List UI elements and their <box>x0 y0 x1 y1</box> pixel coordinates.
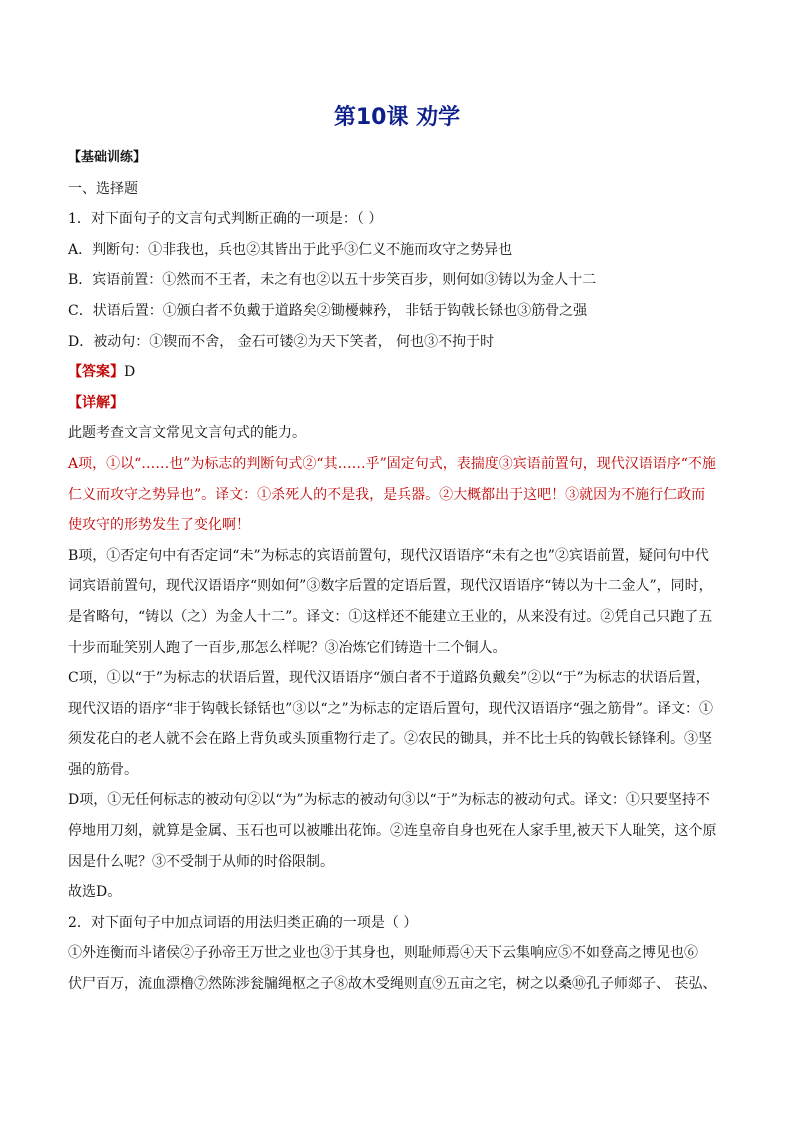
explanation-b <box>68 541 728 663</box>
option-d: D．被动句：①锲而不舍， 金石可镂②为天下笑者， 何也③不拘于时 <box>68 333 495 350</box>
explanation-d <box>68 785 728 877</box>
detail-intro: 此题考查文言文常见文言句式的能力。 <box>68 425 306 442</box>
explanation-line: 须发花白的老人就不会在路上背负或头顶重物行走了。②农民的锄具，并不比士兵的钩戟长铩锋利。③坚 <box>68 731 712 748</box>
explanation-line: D项，①无任何标志的被动句②以“为”为标志的被动句③以“于”为标志的被动句式。译文：①只要坚持不 <box>68 792 710 809</box>
explanation-c <box>68 663 728 785</box>
explanation-a <box>68 449 728 541</box>
conclusion: 故选D。 <box>68 884 122 901</box>
option-c: C．状语后置：①颁白者不负戴于道路矣②锄櫌棘矜， 非铦于钩戟长铩也③筋骨之强 <box>68 302 588 319</box>
option-a: A．判断句：①非我也，兵也②其皆出于此乎③仁义不施而攻守之势异也 <box>68 241 513 258</box>
question-2-line: ①外连衡而斗诸侯②子孙帝王万世之业也③于其身也，则耻师焉④天下云集响应⑤不如登高之博见也⑥ <box>68 945 698 962</box>
explanation-line: 现代汉语的语序“非于钩戟长铩铦也”③以“之”为标志的定语后置句，现代汉语语序“强之筋骨”。译文：① <box>68 700 713 717</box>
answer-row <box>68 357 728 388</box>
section-label: 【基础训练】 <box>68 150 147 165</box>
document-body <box>68 143 728 1000</box>
explanation-line: 强的筋骨。 <box>68 761 138 778</box>
answer-label: 【答案】 <box>68 364 124 381</box>
explanation-line: 使攻守的形势发生了变化啊！ <box>68 517 250 534</box>
question-2-stem: 2．对下面句子中加点词语的用法归类正确的一项是（ ） <box>68 914 418 931</box>
page-title: 第10课 劝学 <box>333 105 461 130</box>
question-2-line: 伏尸百万，流血漂橹⑦然陈涉瓮牖绳枢之子⑧故木受绳则直⑨五亩之宅，树之以桑⑩孔子师郯子、 苌弘、 <box>68 976 717 993</box>
question-1-stem: 1．对下面句子的文言句式判断正确的一项是：（ ） <box>68 211 383 228</box>
detail-label: 【详解】 <box>68 394 124 411</box>
explanation-line: 停地用刀刻，就算是金属、玉石也可以被雕出花饰。②连皇帝自身也死在人家手里,被天下人耻笑，这个原 <box>68 823 717 840</box>
option-b: B．宾语前置：①然而不王者，未之有也②以五十步笑百步，则何如③铸以为金人十二 <box>68 272 597 289</box>
explanation-line: A项，①以“……也”为标志的判断句式②“其……乎”固定句式，表揣度③宾语前置句，现代汉语语序“不施 <box>68 455 716 472</box>
explanation-line: 仁义而攻守之势异也”。译文：①杀死人的不是我，是兵器。②大概都出于这吧！③就因为不施行仁政而 <box>68 486 706 503</box>
explanation-line: 词宾语前置句，现代汉语语序“则如何”③数字后置的定语后置，现代汉语语序“铸以为十二金人”，同时， <box>68 578 713 595</box>
explanation-line: 十步而耻笑别人跑了一百步,那怎么样呢？③冶炼它们铸造十二个铜人。 <box>68 639 507 656</box>
answer-value: D <box>124 364 136 381</box>
explanation-line: B项，①否定句中有否定词“未”为标志的宾语前置句，现代汉语语序“未有之也”②宾语前置，疑问句中代 <box>68 547 709 564</box>
explanation-line: 因是什么呢？③不受制于从师的时俗限制。 <box>68 853 334 870</box>
explanation-line: C项，①以“于”为标志的状语后置，现代汉语语序“颁白者不于道路负戴矣”②以“于”为标志的状语后置， <box>68 670 710 687</box>
part-label: 一、选择题 <box>68 180 138 197</box>
explanation-line: 是省略句，“铸以（之）为金人十二”。译文：①这样还不能建立王业的，从来没有过。②凭自己只跑了五 <box>68 608 713 625</box>
